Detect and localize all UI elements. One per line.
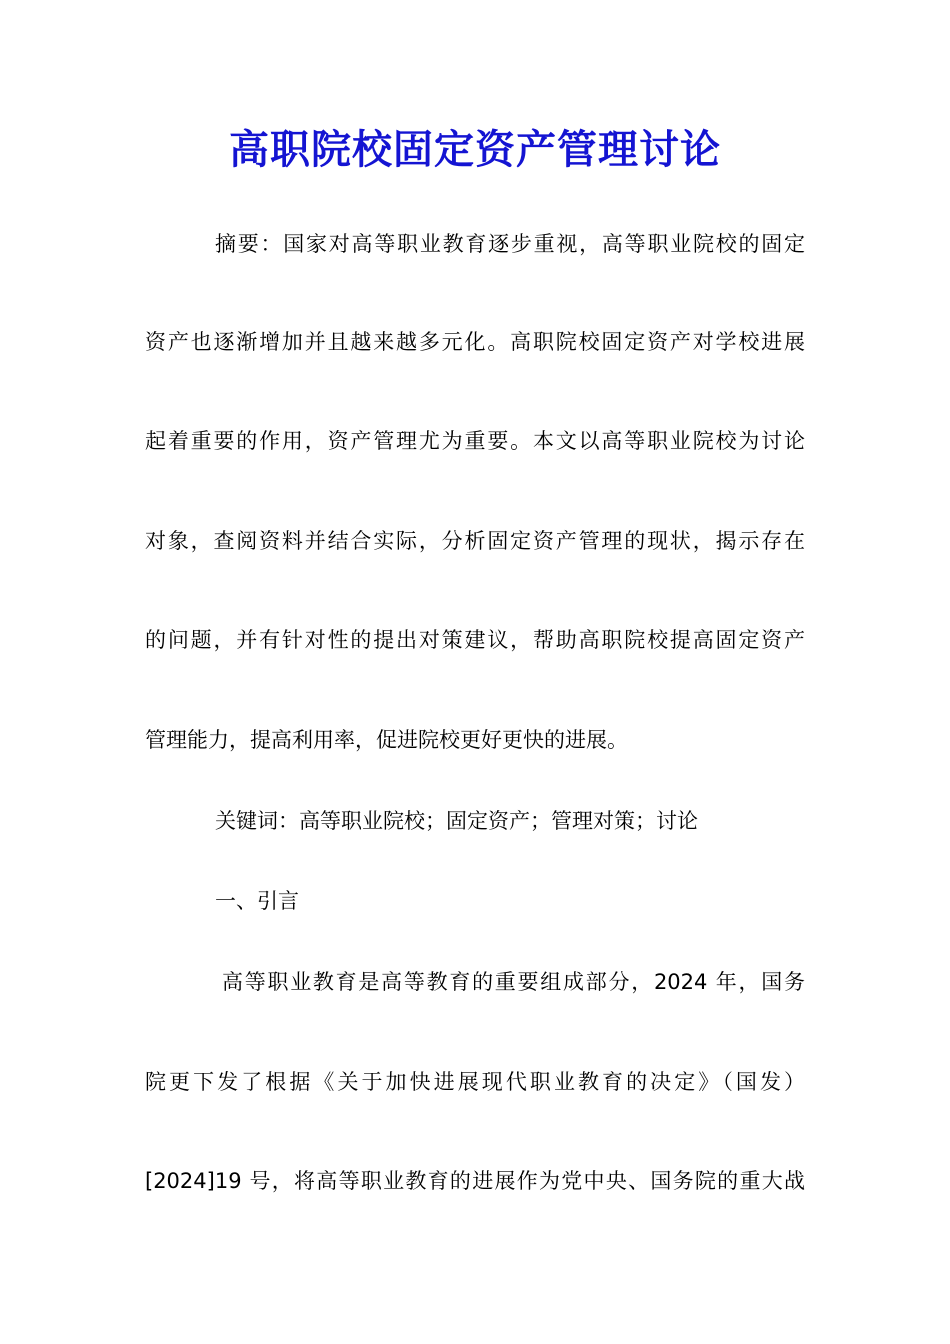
abstract-line: 管理能力，提高利用率，促进院校更好更快的进展。: [145, 728, 628, 752]
abstract-line: 对象，查阅资料并结合实际，分析固定资产管理的现状，揭示存在: [145, 529, 805, 553]
document-title: 高职院校固定资产管理讨论: [229, 126, 721, 173]
abstract-line: 起着重要的作用，资产管理尤为重要。本文以高等职业院校为讨论: [145, 429, 805, 453]
intro-line: 高等职业教育是高等教育的重要组成部分，2024 年，国务: [222, 970, 805, 994]
intro-line: 院更下发了根据《关于加快进展现代职业教育的决定》（国发）: [145, 1070, 805, 1094]
keywords-line: 关键词：高等职业院校；固定资产；管理对策；讨论: [215, 809, 698, 833]
section-heading: 一、引言: [215, 889, 299, 913]
abstract-line: 的问题，并有针对性的提出对策建议，帮助高职院校提高固定资产: [145, 628, 805, 652]
abstract-line: 摘要：国家对高等职业教育逐步重视，高等职业院校的固定: [215, 232, 805, 256]
abstract-line: 资产也逐渐增加并且越来越多元化。高职院校固定资产对学校进展: [145, 330, 805, 354]
intro-line: [2024]19 号，将高等职业教育的进展作为党中央、国务院的重大战: [145, 1169, 805, 1193]
